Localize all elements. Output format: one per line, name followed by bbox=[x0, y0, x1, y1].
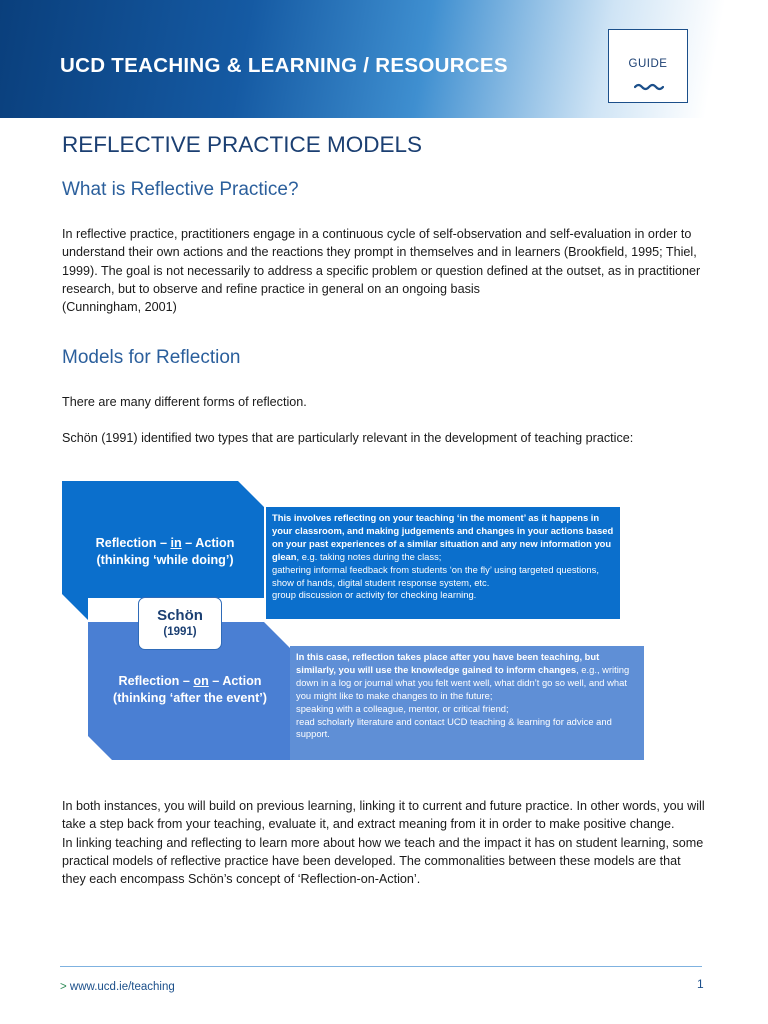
footer-url[interactable]: www.ucd.ie/teaching bbox=[69, 981, 175, 993]
page-title: REFLECTIVE PRACTICE MODELS bbox=[62, 132, 423, 157]
footer-divider bbox=[60, 966, 702, 967]
closing-p1: In both instances, you will build on previous learning, linking it to current and future practice. In other words, you will take a step back from your teaching, evaluate it, and extract meaning from it in order to make positive change. bbox=[62, 799, 705, 832]
on-action-sub: (thinking ‘after the event’) bbox=[113, 691, 267, 705]
section-heading-what: What is Reflective Practice? bbox=[62, 179, 299, 200]
models-p2: Schön (1991) identified two types that are particularly relevant in the development of teaching practice: bbox=[62, 431, 634, 445]
closing-paragraph bbox=[62, 797, 707, 888]
schon-year: (1991) bbox=[163, 626, 197, 638]
footer-link[interactable] bbox=[60, 981, 175, 993]
in-action-sub: (thinking ‘while doing’) bbox=[96, 553, 234, 567]
on-action-label: Reflection – on – Action (thinking ‘after the event’) bbox=[113, 674, 267, 705]
intro-body: In reflective practice, practitioners engage in a continuous cycle of self-observation and self-evaluation in order to understand their own actions and the reactions they prompt in themselves and in learners (Brookfield, 1995; Thiel, 1999). The goal is not necessarily to address a specific problem or question defined at the outset, as in practitioner research, but to observe and refine practice in general on an ongoing basis bbox=[62, 227, 701, 296]
section-heading-models: Models for Reflection bbox=[62, 347, 241, 368]
footer-arrow-icon: > bbox=[60, 981, 67, 993]
guide-label: GUIDE bbox=[628, 58, 668, 70]
on-action-description: In this case, reflection takes place after you have been teaching, but similarly, you will use the knowledge gained to inform changes, e.g., writing down in a log or journal what you felt went well, what didn’t go so well, and what you might like to make changes to in the future; speaking with a colleague, mentor, or critical friend; read scholarly literature and contact UCD teaching & learning for advice and support. bbox=[296, 651, 630, 740]
schon-name: Schön bbox=[157, 607, 203, 624]
in-action-label: Reflection – in – Action (thinking ‘while doing’) bbox=[95, 536, 235, 567]
schon-center-label bbox=[138, 597, 222, 650]
intro-citation: (Cunningham, 2001) bbox=[62, 300, 177, 315]
header-title: UCD TEACHING & LEARNING / RESOURCES bbox=[60, 54, 508, 77]
closing-p2: In linking teaching and reflecting to learn more about how we teach and the impact it has on student learning, some practical models of reflective practice have been developed. The commonalities between these models are that they each encompass Schön’s concept of ‘Reflection-on-Action’. bbox=[62, 835, 704, 887]
in-action-description: This involves reflecting on your teaching ‘in the moment’ as it happens in your classroom, and making judgements and changes in your actions based on your past experiences of a similar situation and any new information you glean, e.g. taking notes during the class; gathering informal feedback from students ‘on the fly’ using targeted questions, show of hands, digital student response system, etc. group discussion or activity for checking learning. bbox=[272, 512, 614, 601]
page-number: 1 bbox=[697, 977, 704, 991]
models-p1: There are many different forms of reflection. bbox=[62, 395, 307, 409]
